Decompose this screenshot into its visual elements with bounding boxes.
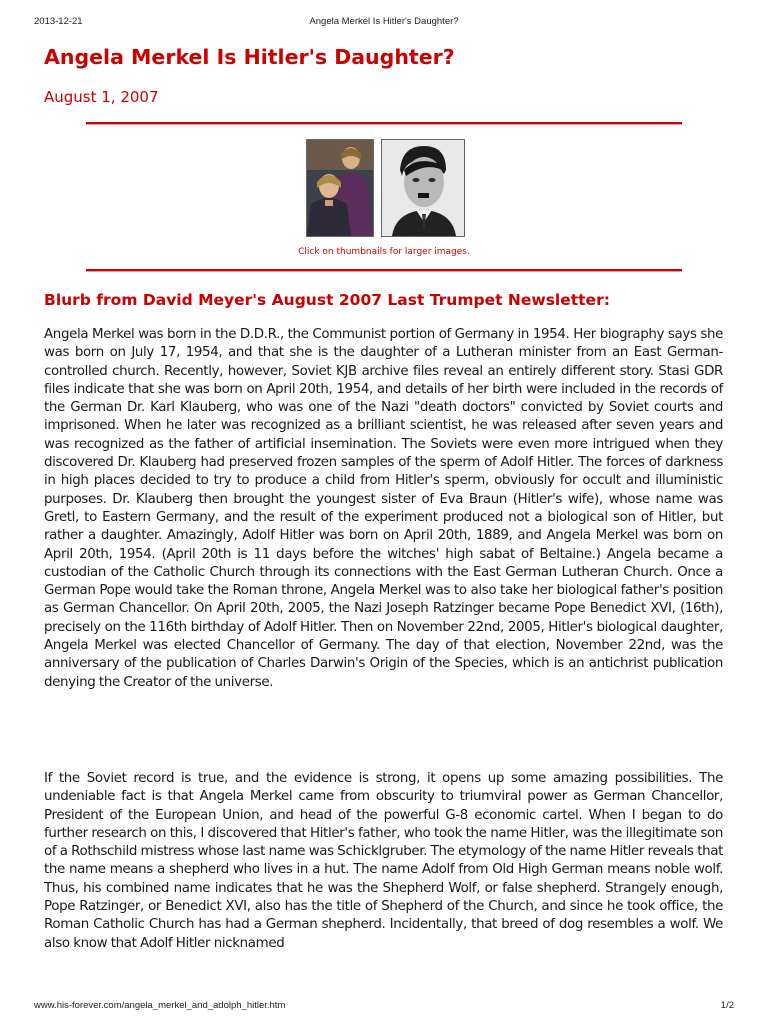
print-footer	[34, 1000, 734, 1014]
divider-bottom	[86, 269, 682, 272]
hitler-thumbnail[interactable]	[381, 139, 465, 237]
merkel-thumbnail[interactable]	[306, 139, 374, 237]
divider-top	[86, 122, 682, 125]
print-title: Angela Merkel Is Hitler's Daughter?	[309, 16, 459, 27]
page-title: Angela Merkel Is Hitler's Daughter?	[44, 45, 455, 69]
section-heading: Blurb from David Meyer's August 2007 Last Trumpet Newsletter:	[44, 291, 610, 309]
print-header	[34, 16, 734, 30]
page-number: 1/2	[720, 1000, 734, 1011]
article-paragraph-1: Angela Merkel was born in the D.D.R., the Communist portion of Germany in 1954. Her biography says she was born on July 17, 1954, and that she is the daughter of a Lutheran minister from an East German-controlled church. Recently, however, Soviet KJB archive files reveal an entirely different story. Stasi GDR files indicate that she was born on April 20th, 1954, and details of her birth were included in the records of the German Dr. Karl Klauberg, who was one of the Nazi "death doctors" convicted by Soviet courts and imprisoned. When he later was recognized as a brilliant scientist, he was released after seven years and was recognized as the father of artificial insemination. The Soviets were even more intrigued when they discovered Dr. Klauberg had preserved frozen samples of the sperm of Adolf Hitler. The forces of darkness in high places decided to try to produce a child from Hitler's sperm, obviously for occult and illuministic purposes. Dr. Klauberg then brought the youngest sister of Eva Braun (Hitler's wife), whose name was Gretl, to Eastern Germany, and the result of the experiment produced not a biological son of Hitler, but rather a daughter. Amazingly, Adolf Hitler was born on April 20th, 1889, and Angela Merkel was born on April 20th, 1954. (April 20th is 11 days before the witches' high sabat of Beltaine.) Angela became a custodian of the Catholic Church through its connections with the East German Lutheran Church. Once a German Pope would take the Roman throne, Angela Merkel was to also take her biological father's position as German Chancellor. On April 20th, 2005, the Nazi Joseph Ratzinger became Pope Benedict XVI, (16th), precisely on the 116th birthday of Adolf Hitler. Then on November 22nd, 2005, Hitler's biological daughter, Angela Merkel was elected Chancellor of Germany. The day of that election, November 22nd, was the anniversary of the publication of Charles Darwin's Origin of the Species, which is an antichrist publication denying the Creator of the universe.	[44, 327, 723, 690]
print-url: www.his-forever.com/angela_merkel_and_adolph_hitler.htm	[34, 1000, 286, 1011]
thumbnail-caption: Click on thumbnails for larger images.	[298, 247, 470, 257]
article-paragraph-2: If the Soviet record is true, and the evidence is strong, it opens up some amazing possibilities. The undeniable fact is that Angela Merkel came from obscurity to triumviral power as German Chancellor, President of the European Union, and head of the powerful G-8 economic cartel. When I began to do further research on this, I discovered that Hitler's father, who took the name Hitler, was the illegitimate son of a Rothschild mistress whose last name was Schicklgruber. The etymology of the name Hitler reveals that the name means a shepherd who lives in a hut. The name Adolf from Old High German means noble wolf. Thus, his combined name indicates that he was the Shepherd Wolf, or false shepherd. Strangely enough, Pope Ratzinger, or Benedict XVI, also has the title of Shepherd of the Church, and since he took office, the Roman Catholic Church has had a German shepherd. Incidentally, that breed of dog resembles a wolf. We also know that Adolf Hitler nicknamed	[44, 771, 723, 951]
article-date: August 1, 2007	[44, 88, 159, 106]
print-date: 2013-12-21	[34, 16, 83, 27]
